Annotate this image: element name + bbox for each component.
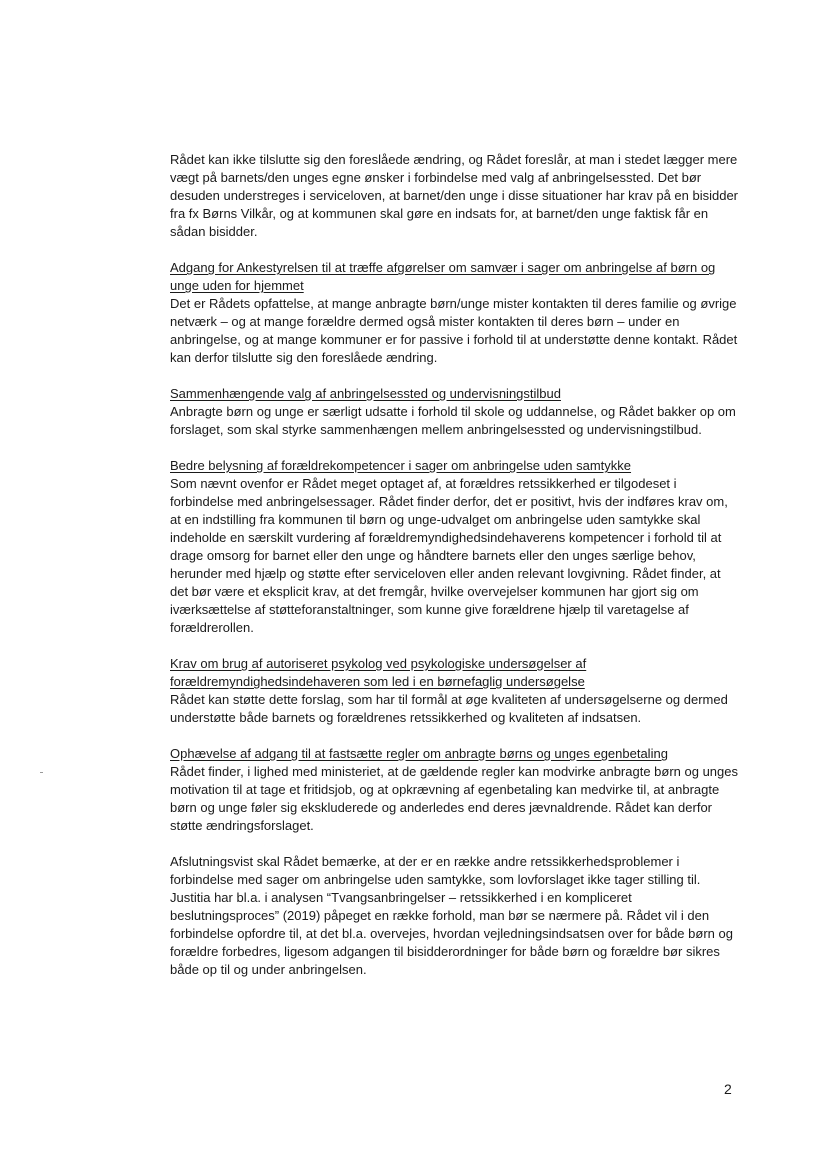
section-samvaer (170, 259, 742, 367)
section-heading: Krav om brug af autoriseret psykolog ved psykologiske undersøgelser af forældremyndighedsindehaveren som led i en børnefaglig undersøgelse (170, 656, 587, 689)
intro-paragraph: Rådet kan ikke tilslutte sig den foreslåede ændring, og Rådet foreslår, at man i stedet lægger mere vægt på barnets/den unges egne ønsker i forbindelse med valg af anbringelsessted. Det bør desuden understreges i serviceloven, at barnet/den unge i disse situationer har krav på en bisidder fra fx Børns Vilkår, og at kommunen skal gøre en indsats for, at barnet/den unge faktisk får en sådan bisidder. (170, 152, 739, 239)
scan-speck (40, 772, 43, 773)
section-paragraph: Det er Rådets opfattelse, at mange anbragte børn/unge mister kontakten til deres familie og øvrige netværk – og at mange forældre dermed også mister kontakten til deres børn – under en anbringelse, og at mange kommuner er for passive i forhold til at understøtte denne kontakt. Rådet kan derfor tilslutte sig den foreslåede ændring. (170, 296, 738, 365)
closing-section (170, 853, 742, 979)
intro-section (170, 151, 742, 241)
section-heading: Bedre belysning af forældrekompetencer i sager om anbringelse uden samtykke (170, 458, 632, 473)
closing-paragraph: Afslutningsvist skal Rådet bemærke, at der er en række andre retssikkerhedsproblemer i forbindelse med sager om anbringelse uden samtykke, som lovforslaget ikke tager stilling til. Justitia har bl.a. i analysen “Tvangsanbringelser – retssikkerhed i en kompliceret beslutningsproces” (2019) påpeget en række forhold, man bør se nærmere på. Rådet vil i den forbindelse opfordre til, at det bl.a. overvejes, hvordan vejledningsindsatsen over for både børn og forældre forbedres, ligesom adgangen til bisidderordninger for både børn og forældre bør sikres både op til og under anbringelsen. (170, 854, 733, 977)
page-number: 2 (724, 1081, 732, 1097)
section-psykolog (170, 655, 742, 727)
section-undervisningstilbud (170, 385, 742, 439)
section-paragraph: Anbragte børn og unge er særligt udsatte i forhold til skole og uddannelse, og Rådet bakker op om forslaget, som skal styrke sammenhængen mellem anbringelsessted og undervisningstilbud. (170, 404, 736, 437)
section-heading: Adgang for Ankestyrelsen til at træffe afgørelser om samvær i sager om anbringelse af børn og unge uden for hjemmet (170, 260, 716, 293)
section-paragraph: Rådet finder, i lighed med ministeriet, at de gældende regler kan modvirke anbragte børn og unges motivation til at tage et fritidsjob, og at opkrævning af egenbetaling kan medvirke til, at anbragte børn og unge føler sig ekskluderede og anderledes end deres jævnaldrende. Rådet kan derfor støtte ændringsforslaget. (170, 764, 738, 833)
section-paragraph: Rådet kan støtte dette forslag, som har til formål at øge kvaliteten af undersøgelserne og dermed understøtte både barnets og forældrenes retssikkerhed og kvaliteten af indsatsen. (170, 692, 728, 725)
section-heading: Sammenhængende valg af anbringelsessted og undervisningstilbud (170, 386, 561, 401)
section-heading: Ophævelse af adgang til at fastsætte regler om anbragte børns og unges egenbetaling (170, 746, 668, 761)
document-body (170, 151, 742, 997)
section-foraeldrekompetencer (170, 457, 742, 637)
section-egenbetaling (170, 745, 742, 835)
section-paragraph: Som nævnt ovenfor er Rådet meget optaget af, at forældres retssikkerhed er tilgodeset i forbindelse med anbringelsessager. Rådet finder derfor, det er positivt, hvis der indføres krav om, at en indstilling fra kommunen til børn og unge-udvalget om anbringelse uden samtykke skal indeholde en særskilt vurdering af forældremyndighedsindehaverens kompetencer i forhold til at drage omsorg for barnet eller den unge og håndtere barnets eller den unges særlige behov, herunder med hjælp og støtte efter serviceloven eller anden relevant lovgivning. Rådet finder, at det bør være et eksplicit krav, at det fremgår, hvilke overvejelser kommunen har gjort sig om iværksættelse af støtteforanstaltninger, som kunne give forældrene hjælp til varetagelse af forældrerollen. (170, 476, 728, 635)
